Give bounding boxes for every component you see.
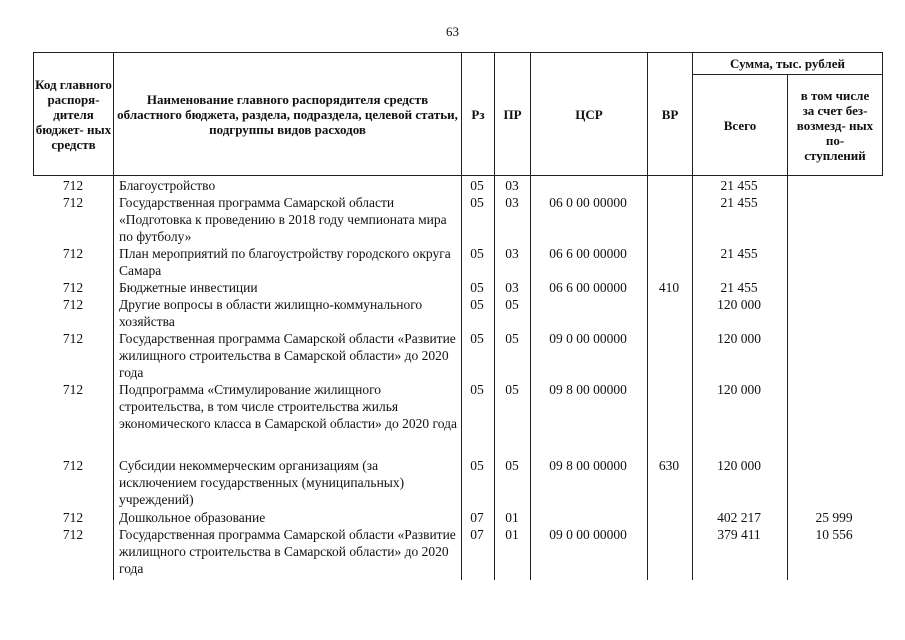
- cell-rz: 05: [470, 178, 484, 193]
- cell-total: 21 455: [720, 246, 758, 261]
- cell-name: Государственная программа Самарской области «Развитие жилищного строительства в Самарской области» до 2020 года: [119, 527, 456, 576]
- cell-pr: 01: [505, 527, 519, 542]
- header-vr-label: ВР: [661, 106, 679, 122]
- header-name-label: Наименование главного распорядителя средств областного бюджета, раздела, подраздела, целевой статьи, подгруппы видов расходов: [117, 91, 458, 137]
- cell-pr: 03: [505, 280, 519, 295]
- header-sum-label: Сумма, тыс. рублей: [730, 56, 845, 71]
- cell-code: 712: [62, 280, 84, 295]
- cell-rz: 05: [470, 331, 484, 346]
- cell-csr: 09 8 00 00000: [549, 458, 627, 473]
- cell-total: 120 000: [717, 458, 761, 473]
- cell-total: 120 000: [717, 297, 761, 312]
- column-divider: [113, 175, 114, 580]
- column-divider: [530, 175, 531, 580]
- cell-total: 21 455: [720, 195, 758, 210]
- cell-pr: 05: [505, 331, 519, 346]
- cell-pr: 03: [505, 246, 519, 261]
- cell-code: 712: [62, 195, 84, 210]
- cell-rz: 05: [470, 195, 484, 210]
- cell-total: 402 217: [717, 510, 761, 525]
- cell-total: 21 455: [720, 280, 758, 295]
- cell-rz: 07: [470, 510, 484, 525]
- header-bottom-border: [33, 175, 883, 176]
- cell-code: 712: [62, 297, 84, 312]
- cell-pr: 05: [505, 458, 519, 473]
- cell-pr: 05: [505, 382, 519, 397]
- header-name: [113, 52, 461, 175]
- cell-pr: 03: [505, 195, 519, 210]
- cell-csr: 06 0 00 00000: [549, 195, 627, 210]
- cell-name: Благоустройство: [119, 178, 216, 193]
- cell-name: Государственная программа Самарской области «Подготовка к проведению в 2018 году чемпионата мира по футболу»: [119, 195, 447, 244]
- header-rz-label: Рз: [471, 106, 485, 122]
- cell-rz: 05: [470, 280, 484, 295]
- cell-name: Субсидии некоммерческим организациям (за исключением государственных (муниципальных) учреждений): [119, 458, 405, 507]
- header-total: [692, 74, 787, 175]
- cell-csr: 09 0 00 00000: [549, 527, 627, 542]
- header-pr-label: ПР: [503, 106, 522, 122]
- cell-name: Государственная программа Самарской области «Развитие жилищного строительства в Самарской области» до 2020 года: [119, 331, 456, 380]
- cell-total: 120 000: [717, 331, 761, 346]
- cell-code: 712: [62, 382, 84, 397]
- cell-name: Дошкольное образование: [119, 510, 266, 525]
- cell-rz: 05: [470, 297, 484, 312]
- header-right-border: [882, 52, 883, 175]
- cell-csr: 09 0 00 00000: [549, 331, 627, 346]
- cell-name: План мероприятий по благоустройству городского округа Самара: [119, 246, 451, 278]
- cell-rz: 05: [470, 382, 484, 397]
- cell-vr: 630: [658, 458, 680, 473]
- header-csr-label: ЦСР: [575, 106, 603, 122]
- cell-code: 712: [62, 178, 84, 193]
- header-incl: [787, 74, 882, 175]
- cell-incl: 10 556: [815, 527, 853, 542]
- cell-rz: 05: [470, 246, 484, 261]
- cell-name: Подпрограмма «Стимулирование жилищного строительства, в том числе строительства жилья экономического класса в Самарской области» до 2020 года: [119, 382, 457, 431]
- cell-code: 712: [62, 458, 84, 473]
- header-incl-label: в том числе за счет без- возмезд- ных по- ступлений: [796, 87, 874, 163]
- header-code-label: Код главного распоря- дителя бюджет- ных средств: [35, 76, 112, 152]
- page-number: 63: [446, 24, 459, 39]
- cell-pr: 03: [505, 178, 519, 193]
- cell-rz: 05: [470, 458, 484, 473]
- cell-name: Бюджетные инвестиции: [119, 280, 258, 295]
- cell-code: 712: [62, 331, 84, 346]
- header-pr: [494, 52, 530, 175]
- cell-pr: 05: [505, 297, 519, 312]
- cell-total: 21 455: [720, 178, 758, 193]
- cell-name: Другие вопросы в области жилищно-коммунального хозяйства: [119, 297, 423, 329]
- cell-pr: 01: [505, 510, 519, 525]
- cell-vr: 410: [658, 280, 680, 295]
- header-total-label: Всего: [723, 117, 757, 133]
- cell-incl: 25 999: [815, 510, 853, 525]
- header-vr: [647, 52, 692, 175]
- cell-code: 712: [62, 527, 84, 542]
- cell-total: 379 411: [717, 527, 761, 542]
- cell-total: 120 000: [717, 382, 761, 397]
- cell-code: 712: [62, 246, 84, 261]
- cell-csr: 09 8 00 00000: [549, 382, 627, 397]
- header-rz: [461, 52, 494, 175]
- header-sum: [692, 52, 882, 74]
- cell-rz: 07: [470, 527, 484, 542]
- header-csr: [530, 52, 647, 175]
- cell-code: 712: [62, 510, 84, 525]
- column-divider: [647, 175, 648, 580]
- cell-csr: 06 6 00 00000: [549, 246, 627, 261]
- header-code: [33, 52, 113, 175]
- cell-csr: 06 6 00 00000: [549, 280, 627, 295]
